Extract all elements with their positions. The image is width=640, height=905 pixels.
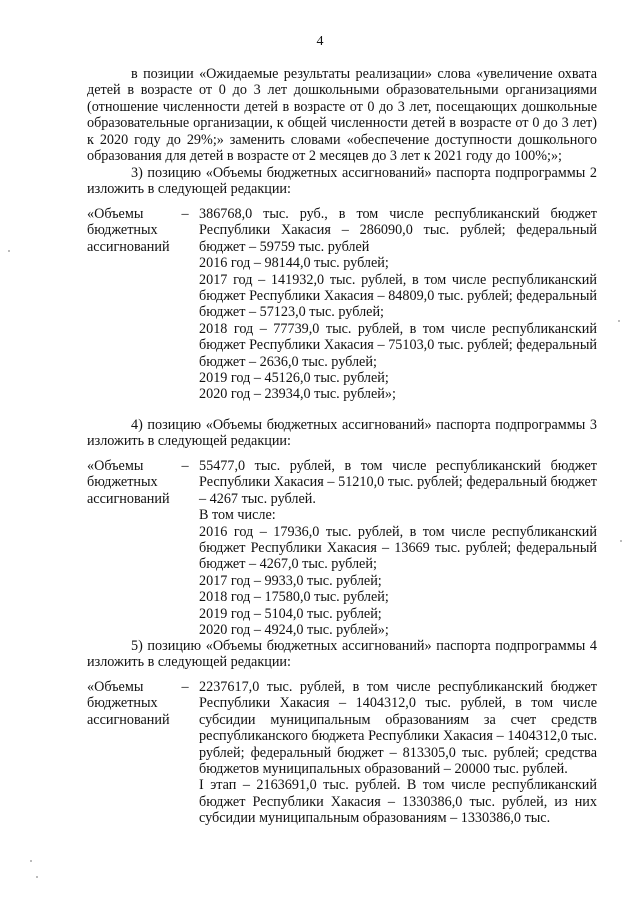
scan-speck [36,876,38,878]
row-label: «Объемы бюджетных ассигнований [87,679,170,728]
table-subprogram-2-budget [87,206,597,403]
dash: – [181,458,189,474]
scan-speck [30,860,32,862]
dash: – [181,206,189,222]
page-number: 4 [316,34,324,49]
budget-values: 55477,0 тыс. рублей, в том числе республиканский бюджет Республики Хакасия – 51210,0 тыс. рублей; федеральный бюджет – 4267 тыс. рублей. В том числе: 2016 год – 17936,0 тыс. рублей, в том числе республиканский бюджет Республики Хакасия – 13669 тыс. рублей; федеральный бюджет – 4267,0 тыс. рублей; 2017 год – 9933,0 тыс. рублей; 2018 год – 17580,0 тыс. рублей; 2019 год – 5104,0 тыс. рублей; 2020 год – 4924,0 тыс. рублей»; [199,458,597,639]
table-subprogram-3-budget [87,458,597,638]
dash: – [181,679,189,695]
paragraph-expected-results: в позиции «Ожидаемые результаты реализации» слова «увеличение охвата детей в возрасте от 0 до 3 лет дошкольными образовательными организациями (отношение численности детей в возрасте от 0 до 3 лет, посещающих дошкольные образовательные организации, к общей численности детей в возрасте от 0 до 3 лет) к 2020 году до 29%;» заменить словами «обеспечение доступности дошкольного образования для детей в возрасте от 2 месяцев до 3 лет к 2021 году до 100%;»; [87,66,597,165]
budget-values: 2237617,0 тыс. рублей, в том числе республиканский бюджет Республики Хакасия – 1404312,0 тыс. рублей, в том числе субсидии муниципальным образованиям за счет средств республиканского бюджета Республики Хакасия – 1404312,0 тыс. рублей; федеральный бюджет – 813305,0 тыс. рублей; средства бюджетов муниципальных образований – 20000 тыс. рублей. I этап – 2163691,0 тыс. рублей. В том числе республиканский бюджет Республики Хакасия – 1330386,0 тыс. рублей, из них субсидии муниципальным образованиям – 1330386,0 тыс. [199,679,597,827]
table-subprogram-4-budget [87,679,597,827]
row-label: «Объемы бюджетных ассигнований [87,206,170,255]
scan-speck [8,250,10,252]
budget-values: 386768,0 тыс. руб., в том числе республиканский бюджет Республики Хакасия – 286090,0 тыс. рублей; федеральный бюджет – 59759 тыс. рублей 2016 год – 98144,0 тыс. рублей; 2017 год – 141932,0 тыс. рублей, в том числе республиканский бюджет Республики Хакасия – 84809,0 тыс. рублей; федеральный бюджет – 57123,0 тыс. рублей; 2018 год – 77739,0 тыс. рублей, в том числе республиканский бюджет Республики Хакасия – 75103,0 тыс. рублей; федеральный бюджет – 2636,0 тыс. рублей; 2019 год – 45126,0 тыс. рублей; 2020 год – 23934,0 тыс. рублей»; [199,206,597,403]
scan-speck [620,540,622,542]
scan-speck [618,320,620,322]
paragraph-item-3: 3) позицию «Объемы бюджетных ассигнований» паспорта подпрограммы 2 изложить в следующей редакции: [87,165,597,198]
row-label: «Объемы бюджетных ассигнований [87,458,170,507]
paragraph-item-5: 5) позицию «Объемы бюджетных ассигнований» паспорта подпрограммы 4 изложить в следующей редакции: [87,638,597,671]
paragraph-item-4: 4) позицию «Объемы бюджетных ассигнований» паспорта подпрограммы 3 изложить в следующей редакции: [87,417,597,450]
